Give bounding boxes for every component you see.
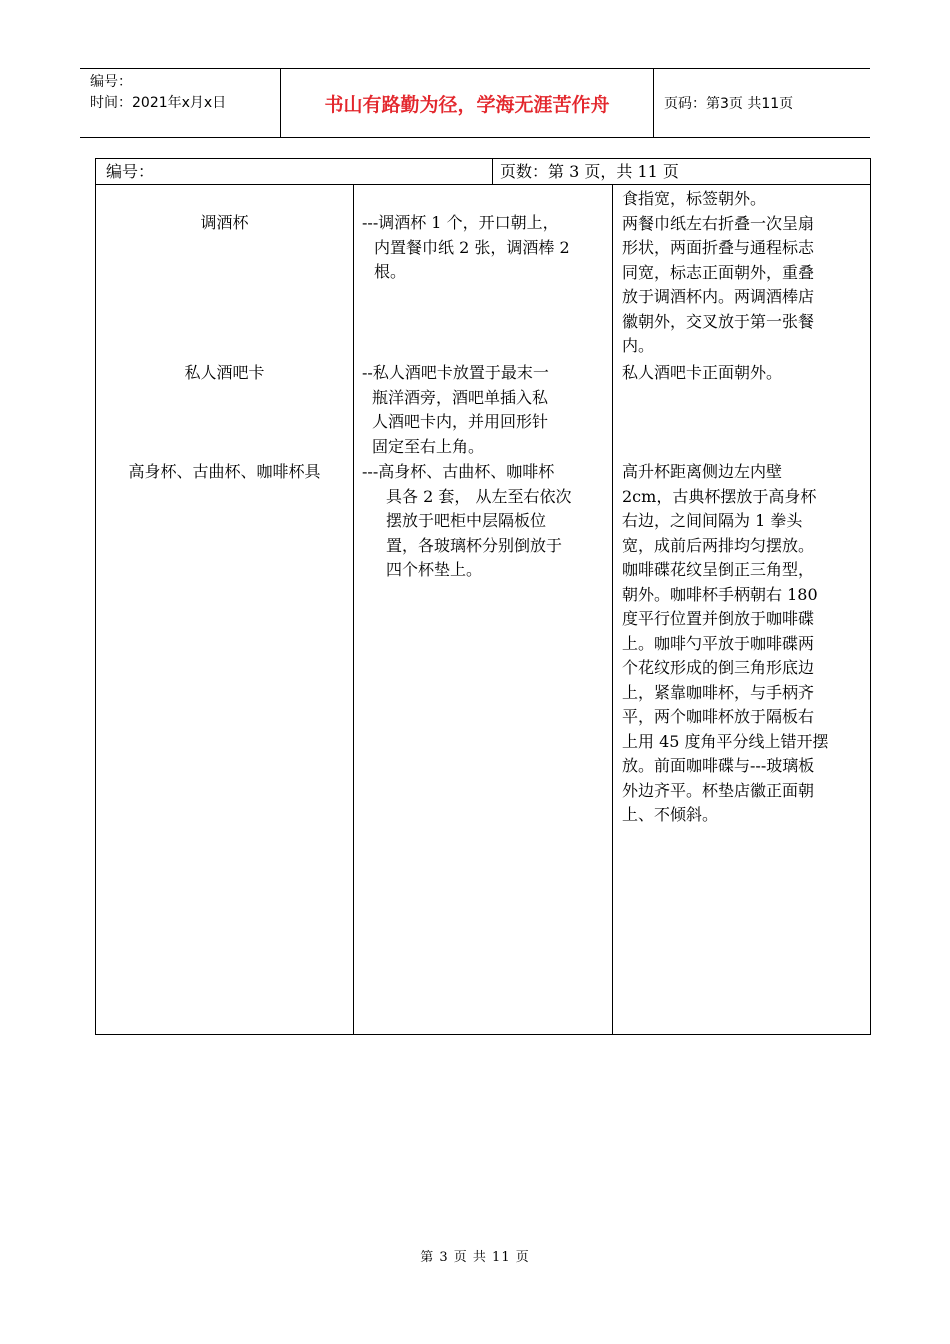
- text-line: 高升杯距离侧边左内壁: [622, 462, 783, 481]
- motto-cell: [281, 69, 654, 137]
- text-line: 食指宽，标签朝外。: [622, 189, 767, 208]
- item-standard: [622, 361, 864, 386]
- text-line: 内置餐巾纸 2 张，调酒棒 2: [374, 237, 570, 257]
- text-line: 外边齐平。杯垫店徽正面朝: [622, 780, 815, 800]
- page-number-label: 页码：第3页 共11页: [664, 96, 794, 112]
- item-description: [362, 361, 606, 459]
- code-label: 编号：: [90, 74, 132, 90]
- item-standard: [622, 460, 864, 828]
- text-line: 放于调酒杯内。两调酒棒店: [622, 287, 815, 306]
- text-line: 上、不倾斜。: [622, 805, 719, 824]
- text-line: 朝外。咖啡杯手柄朝右 180: [622, 584, 818, 604]
- text-line: 2cm，古典杯摆放于高身杯: [622, 486, 817, 506]
- text-line: 根。: [374, 262, 407, 281]
- text-line: 内。: [622, 336, 655, 355]
- item-standard: [622, 187, 864, 359]
- text-line: 个花纹形成的倒三角形底边: [622, 658, 815, 677]
- text-line: 瓶洋酒旁，酒吧单插入私: [372, 387, 549, 407]
- table-header-row: [96, 159, 870, 185]
- text-line: 置，各玻璃杯分别倒放于: [386, 535, 563, 555]
- text-line: 具各 2 套， 从左至右依次: [386, 486, 572, 506]
- item-label: 高身杯、古曲杯、咖啡杯具: [128, 462, 321, 481]
- text-line: 宽，成前后两排均匀摆放。: [622, 535, 815, 555]
- column-divider: [353, 185, 354, 1034]
- text-line: 徽朝外，交叉放于第一张餐: [622, 311, 815, 331]
- date-label: 时间：2021年x月x日: [90, 95, 227, 111]
- text-line: 人酒吧卡内，并用回形针: [372, 412, 549, 431]
- item-description: [362, 211, 606, 285]
- column-divider: [612, 185, 613, 1034]
- item-label: 私人酒吧卡: [184, 363, 265, 382]
- text-line: 咖啡碟花纹呈倒正三角型，: [622, 560, 815, 579]
- text-line: 四个杯垫上。: [386, 560, 483, 579]
- content-table: [95, 158, 871, 1035]
- text-line: 摆放于吧柜中层隔板位: [386, 511, 547, 530]
- page-footer: 第 3 页 共 11 页: [420, 1250, 530, 1265]
- text-line: 平，两个咖啡杯放于隔板右: [622, 707, 815, 726]
- text-line: 固定至右上角。: [372, 436, 485, 456]
- header-meta-cell: [80, 69, 281, 137]
- text-line: 放。前面咖啡碟与---玻璃板: [622, 756, 815, 775]
- text-line: 上。咖啡勺平放于咖啡碟两: [622, 633, 815, 653]
- text-line: ---高身杯、古曲杯、咖啡杯: [362, 462, 555, 481]
- text-line: 私人酒吧卡正面朝外。: [622, 363, 783, 382]
- item-description: [362, 460, 606, 583]
- page-number-cell: [654, 69, 870, 137]
- text-line: --私人酒吧卡放置于最末一: [362, 363, 549, 382]
- motto-text: 书山有路勤为径，学海无涯苦作舟: [324, 93, 610, 116]
- text-line: 形状，两面折叠与通程标志: [622, 238, 815, 257]
- text-line: 上用 45 度角平分线上错开摆: [622, 731, 829, 751]
- text-line: 同宽，标志正面朝外，重叠: [622, 262, 815, 282]
- item-label: 调酒杯: [200, 213, 249, 232]
- table-page-cell: 页数：第 3 页，共 11 页: [500, 162, 679, 181]
- text-line: 右边，之间间隔为 1 拳头: [622, 511, 803, 530]
- text-line: 度平行位置并倒放于咖啡碟: [622, 609, 815, 628]
- text-line: 上，紧靠咖啡杯，与手柄齐: [622, 682, 815, 702]
- text-line: ---调酒杯 1 个，开口朝上，: [362, 213, 559, 232]
- table-code-cell: 编号：: [96, 159, 493, 184]
- text-line: 两餐巾纸左右折叠一次呈扇: [622, 213, 815, 233]
- page-header: [80, 68, 870, 138]
